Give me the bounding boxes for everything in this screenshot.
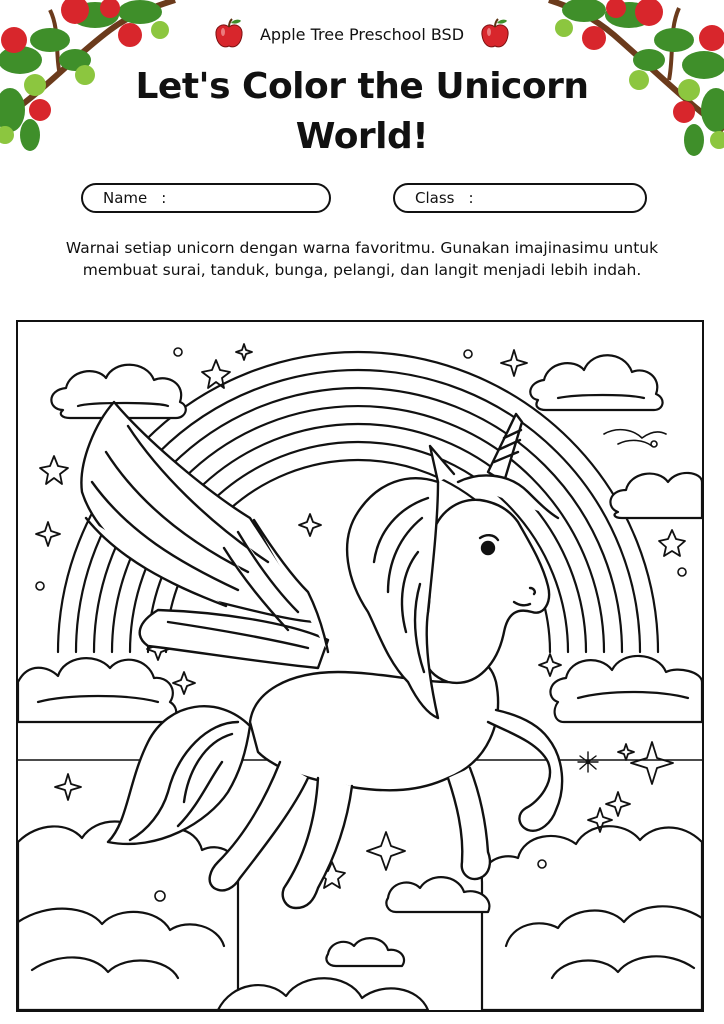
school-name: Apple Tree Preschool BSD	[259, 24, 465, 44]
unicorn-wings	[81, 402, 328, 668]
apple-icon	[480, 18, 510, 50]
unicorn-head	[422, 414, 549, 683]
name-colon: :	[161, 189, 167, 207]
cloud-right-mid	[610, 473, 702, 518]
instructions-line-2: membuat surai, tanduk, bunga, pelangi, dan langit menjadi lebih indah.	[82, 261, 642, 279]
school-header	[0, 18, 724, 50]
apple-icon	[214, 18, 244, 50]
name-label: Name	[103, 189, 148, 207]
name-field[interactable]	[81, 183, 331, 213]
class-colon: :	[468, 189, 474, 207]
sparkle-burst	[578, 752, 598, 772]
coloring-frame	[16, 320, 704, 1012]
instructions-line-1: Warnai setiap unicorn dengan warna favoritmu. Gunakan imajinasimu untuk	[65, 239, 659, 257]
cloud-right-bottom	[550, 656, 702, 722]
title-line-1: Let's Color the Unicorn	[135, 66, 589, 107]
unicorn-illustration	[18, 322, 702, 1010]
instructions	[30, 237, 694, 281]
class-field[interactable]	[393, 183, 647, 213]
title-line-2: World!	[295, 116, 429, 157]
class-label: Class	[415, 189, 455, 207]
unicorn-tail	[108, 706, 250, 844]
cloud-left-bottom	[18, 658, 176, 722]
bottom-clouds	[18, 822, 702, 1011]
cloud-top-right	[530, 355, 662, 410]
page-title	[100, 62, 624, 162]
